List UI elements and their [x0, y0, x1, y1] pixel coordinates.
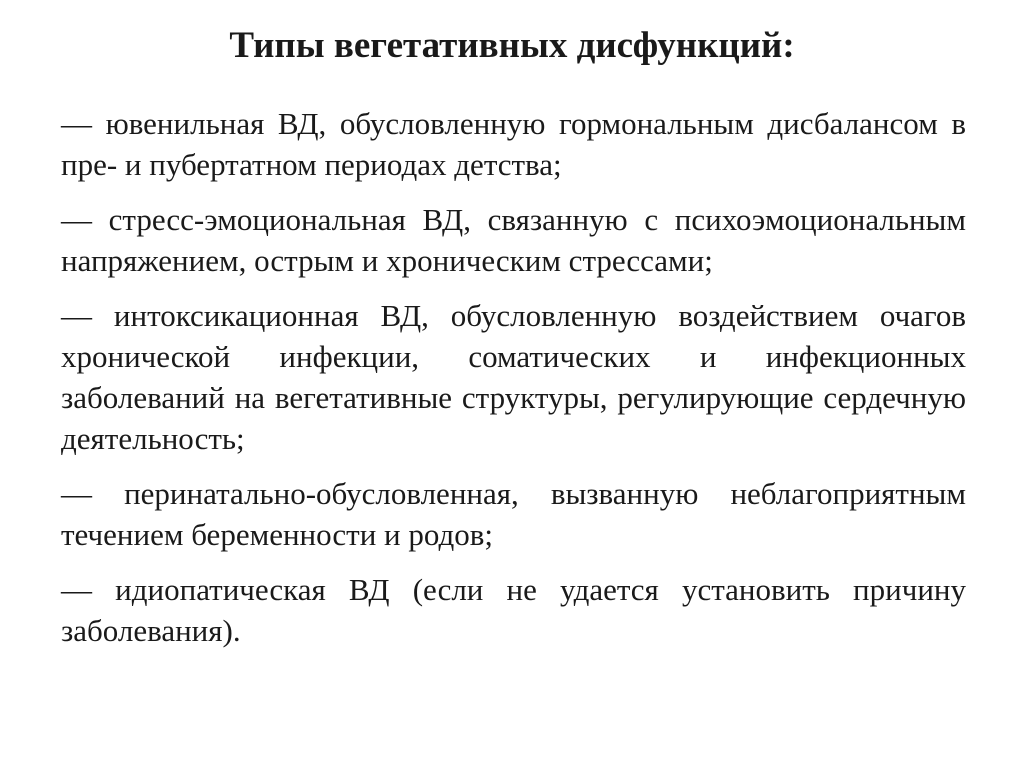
dysfunction-type-list	[61, 103, 966, 665]
list-item-dash: —	[61, 202, 92, 237]
list-item	[61, 199, 966, 281]
list-item-text: интоксикационная ВД, обусловленную воздействием очагов хронической инфекции, соматических и инфекционных заболеваний на вегетативные структуры, регулирующие сердечную деятельность;	[61, 298, 966, 456]
slide-title: Типы вегетативных дисфункций:	[229, 25, 795, 66]
list-item-text: идиопатическая ВД (если не удается установить причину заболевания).	[61, 572, 966, 648]
list-item-dash: —	[61, 106, 92, 141]
list-item	[61, 569, 966, 651]
list-item-dash: —	[61, 572, 92, 607]
list-item-text: перинатально-обусловленная, вызванную неблагоприятным течением беременности и родов;	[61, 476, 966, 552]
list-item	[61, 295, 966, 459]
list-item-text: стресс-эмоциональная ВД, связанную с психоэмоциональным напряжением, острым и хроническим стрессами;	[61, 202, 967, 278]
list-item-text: ювенильная ВД, обусловленную гормональным дисбалансом в пре- и пубертатном периодах детства;	[61, 106, 967, 182]
list-item-dash: —	[61, 476, 92, 511]
list-item	[61, 473, 966, 555]
list-item	[61, 103, 966, 185]
list-item-dash: —	[61, 298, 92, 333]
